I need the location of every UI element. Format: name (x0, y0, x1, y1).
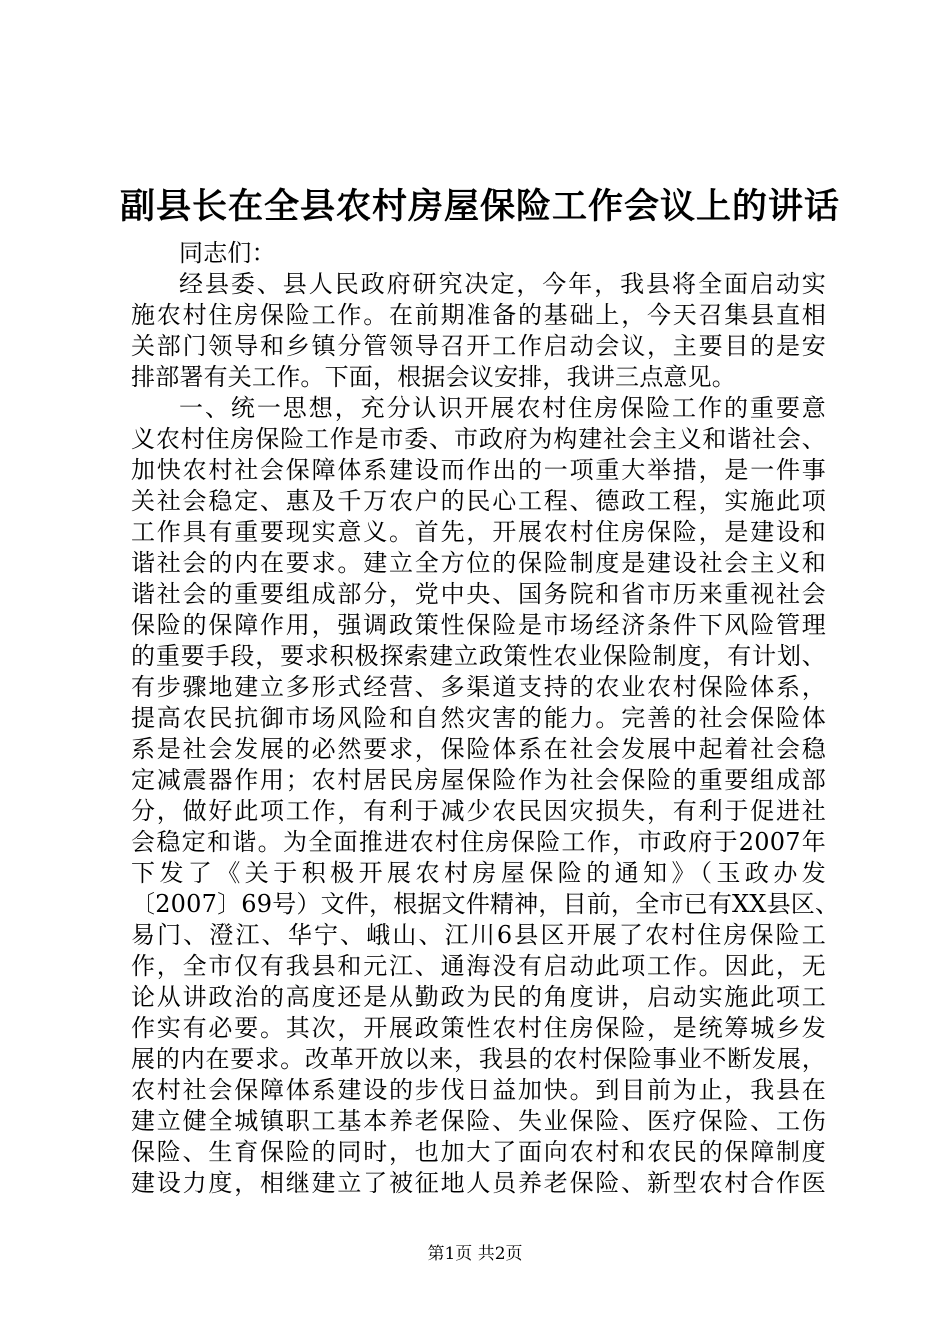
text-line: 谐社会的内在要求。建立全方位的保险制度是建设社会主义和 (131, 549, 826, 577)
text-line: 经县委、县人民政府研究决定，今年，我县将全面启动实 (179, 270, 826, 298)
text-line: 的重要手段，要求积极探索建立政策性农业保险制度，有计划、 (131, 642, 826, 670)
text-line: 建设力度，相继建立了被征地人员养老保险、新型农村合作医 (131, 1169, 826, 1197)
salutation-line: 同志们： (179, 239, 276, 267)
text-line: 易门、澄江、华宁、峨山、江川6县区开展了农村住房保险工 (131, 921, 826, 949)
text-line: 下发了《关于积极开展农村房屋保险的通知》（玉政办发 (131, 859, 826, 887)
text-line: 加快农村社会保障体系建设而作出的一项重大举措，是一件事 (131, 456, 826, 484)
text-line: 关部门领导和乡镇分管领导召开工作启动会议，主要目的是安 (131, 332, 826, 360)
text-line: 〔2007〕69号）文件，根据文件精神，目前，全市已有XX县区、 (131, 890, 840, 918)
document-body (131, 238, 840, 1199)
text-line: 建立健全城镇职工基本养老保险、失业保险、医疗保险、工伤 (131, 1107, 826, 1135)
text-line: 工作具有重要现实意义。首先，开展农村住房保险，是建设和 (131, 518, 826, 546)
text-line: 作实有必要。其次，开展政策性农村住房保险，是统筹城乡发 (131, 1014, 826, 1042)
text-line: 一、统一思想，充分认识开展农村住房保险工作的重要意 (179, 394, 826, 422)
text-line: 谐社会的重要组成部分，党中央、国务院和省市历来重视社会 (131, 580, 826, 608)
text-line: 排部署有关工作。下面，根据会议安排，我讲三点意见。 (131, 363, 736, 391)
text-line: 会稳定和谐。为全面推进农村住房保险工作，市政府于2007年 (131, 828, 826, 856)
text-line: 分，做好此项工作，有利于减少农民因灾损失，有利于促进社 (131, 797, 826, 825)
text-line: 展的内在要求。改革开放以来，我县的农村保险事业不断发展， (131, 1045, 826, 1073)
text-line: 作，全市仅有我县和元江、通海没有启动此项工作。因此，无 (131, 952, 826, 980)
text-line: 定减震器作用；农村居民房屋保险作为社会保险的重要组成部 (131, 766, 826, 794)
text-line: 有步骤地建立多形式经营、多渠道支持的农业农村保险体系， (131, 673, 826, 701)
text-line: 系是社会发展的必然要求，保险体系在社会发展中起着社会稳 (131, 735, 826, 763)
text-line: 农村社会保障体系建设的步伐日益加快。到目前为止，我县在 (131, 1076, 826, 1104)
text-line: 论从讲政治的高度还是从勤政为民的角度讲，启动实施此项工 (131, 983, 826, 1011)
text-line: 提高农民抗御市场风险和自然灾害的能力。完善的社会保险体 (131, 704, 826, 732)
page-number-footer: 第1页 共2页 (427, 1244, 523, 1264)
text-line: 保险的保障作用，强调政策性保险是市场经济条件下风险管理 (131, 611, 826, 639)
document-title: 副县长在全县农村房屋保险工作会议上的讲话 (120, 186, 841, 227)
text-line: 义农村住房保险工作是市委、市政府为构建社会主义和谐社会、 (131, 425, 826, 453)
text-line: 施农村住房保险工作。在前期准备的基础上，今天召集县直相 (131, 301, 826, 329)
text-line: 保险、生育保险的同时，也加大了面向农村和农民的保障制度 (131, 1138, 826, 1166)
text-line: 关社会稳定、惠及千万农户的民心工程、德政工程，实施此项 (131, 487, 826, 515)
